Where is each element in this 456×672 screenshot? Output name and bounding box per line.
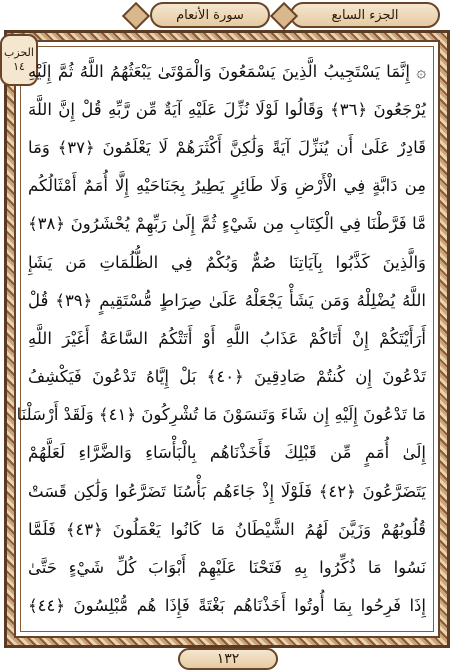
text-line: نَسُوا مَا ذُكِّرُوا بِهِ فَتَحْنَا عَلَيْهِمْ أَبْوَابَ كُلِّ شَيْءٍ حَتَّىٰ [28, 558, 426, 578]
hizb-number: ١٤ [13, 60, 25, 73]
text-line: وَالَّذِينَ كَذَّبُوا بِآيَاتِنَا صُمٌّ وَبُكْمٌ فِي الظُّلُمَاتِ مَن يَشَإِ [28, 252, 426, 272]
text-line: أَرَأَيْتَكُمْ إِنْ أَتَاكُمْ عَذَابُ اللَّهِ أَوْ أَتَتْكُمُ السَّاعَةُ أَغَيْرَ اللَّهِ [28, 328, 426, 348]
text-line: إِذَا فَرِحُوا بِمَا أُوتُوا أَخَذْنَاهُم بَغْتَةً فَإِذَا هُم مُّبْلِسُونَ ﴿٤٤﴾ [28, 596, 426, 616]
juz-name: الجزء السابع [331, 7, 399, 23]
page-number-cartouche [178, 648, 278, 670]
text-line: يَتَضَرَّعُونَ ﴿٤٢﴾ فَلَوْلَا إِذْ جَاءَهُم بَأْسُنَا تَضَرَّعُوا وَلَٰكِن قَسَتْ [28, 481, 426, 501]
text-line: قَادِرٌ عَلَىٰ أَن يُنَزِّلَ آيَةً وَلَٰكِنَّ أَكْثَرَهُمْ لَا يَعْلَمُونَ ﴿٣٧﴾ وَمَا [28, 137, 426, 157]
text-line: مَا تَدْعُونَ إِلَيْهِ إِن شَاءَ وَتَنسَوْنَ مَا تُشْرِكُونَ ﴿٤١﴾ وَلَقَدْ أَرْسَلْنَا [16, 405, 426, 425]
text-line: قُلُوبُهُمْ وَزَيَّنَ لَهُمُ الشَّيْطَانُ مَا كَانُوا يَعْمَلُونَ ﴿٤٣﴾ فَلَمَّا [28, 519, 426, 539]
text-line: مَّا فَرَّطْنَا فِي الْكِتَابِ مِن شَيْءٍ ثُمَّ إِلَىٰ رَبِّهِمْ يُحْشَرُونَ ﴿٣٨﴾ [28, 214, 426, 234]
text-line: اللَّهُ يُضْلِلْهُ وَمَن يَشَأْ يَجْعَلْهُ عَلَىٰ صِرَاطٍ مُّسْتَقِيمٍ ﴿٣٩﴾ قُلْ [28, 290, 426, 310]
juz-name-cartouche [290, 2, 440, 28]
text-line: ۞ إِنَّمَا يَسْتَجِيبُ الَّذِينَ يَسْمَعُونَ وَالْمَوْتَىٰ يَبْعَثُهُمُ اللَّهُ ثُمَّ إِلَيْهِ [28, 61, 426, 81]
surah-name-cartouche [150, 2, 270, 28]
text-line: تَدْعُونَ إِن كُنتُمْ صَادِقِينَ ﴿٤٠﴾ بَلْ إِيَّاهُ تَدْعُونَ فَيَكْشِفُ [28, 367, 426, 387]
text-line: مِن دَابَّةٍ فِي الْأَرْضِ وَلَا طَائِرٍ يَطِيرُ بِجَنَاحَيْهِ إِلَّا أُمَمٌ أَمْثَالُكُم [28, 176, 426, 196]
page-number: ١٣٢ [216, 651, 240, 667]
surah-name: سورة الأنعام [176, 7, 244, 23]
hizb-label: الحزب [4, 46, 34, 59]
text-line: يُرْجَعُونَ ﴿٣٦﴾ وَقَالُوا لَوْلَا نُزِّلَ عَلَيْهِ آيَةٌ مِّن رَّبِّهِ قُلْ إِنَّ اللَّهَ [28, 99, 426, 119]
page-header [0, 0, 456, 30]
text-line: إِلَىٰ أُمَمٍ مِّن قَبْلِكَ فَأَخَذْنَاهُم بِالْبَأْسَاءِ وَالضَّرَّاءِ لَعَلَّهُمْ [28, 443, 426, 463]
header-ornament-left [122, 2, 150, 30]
